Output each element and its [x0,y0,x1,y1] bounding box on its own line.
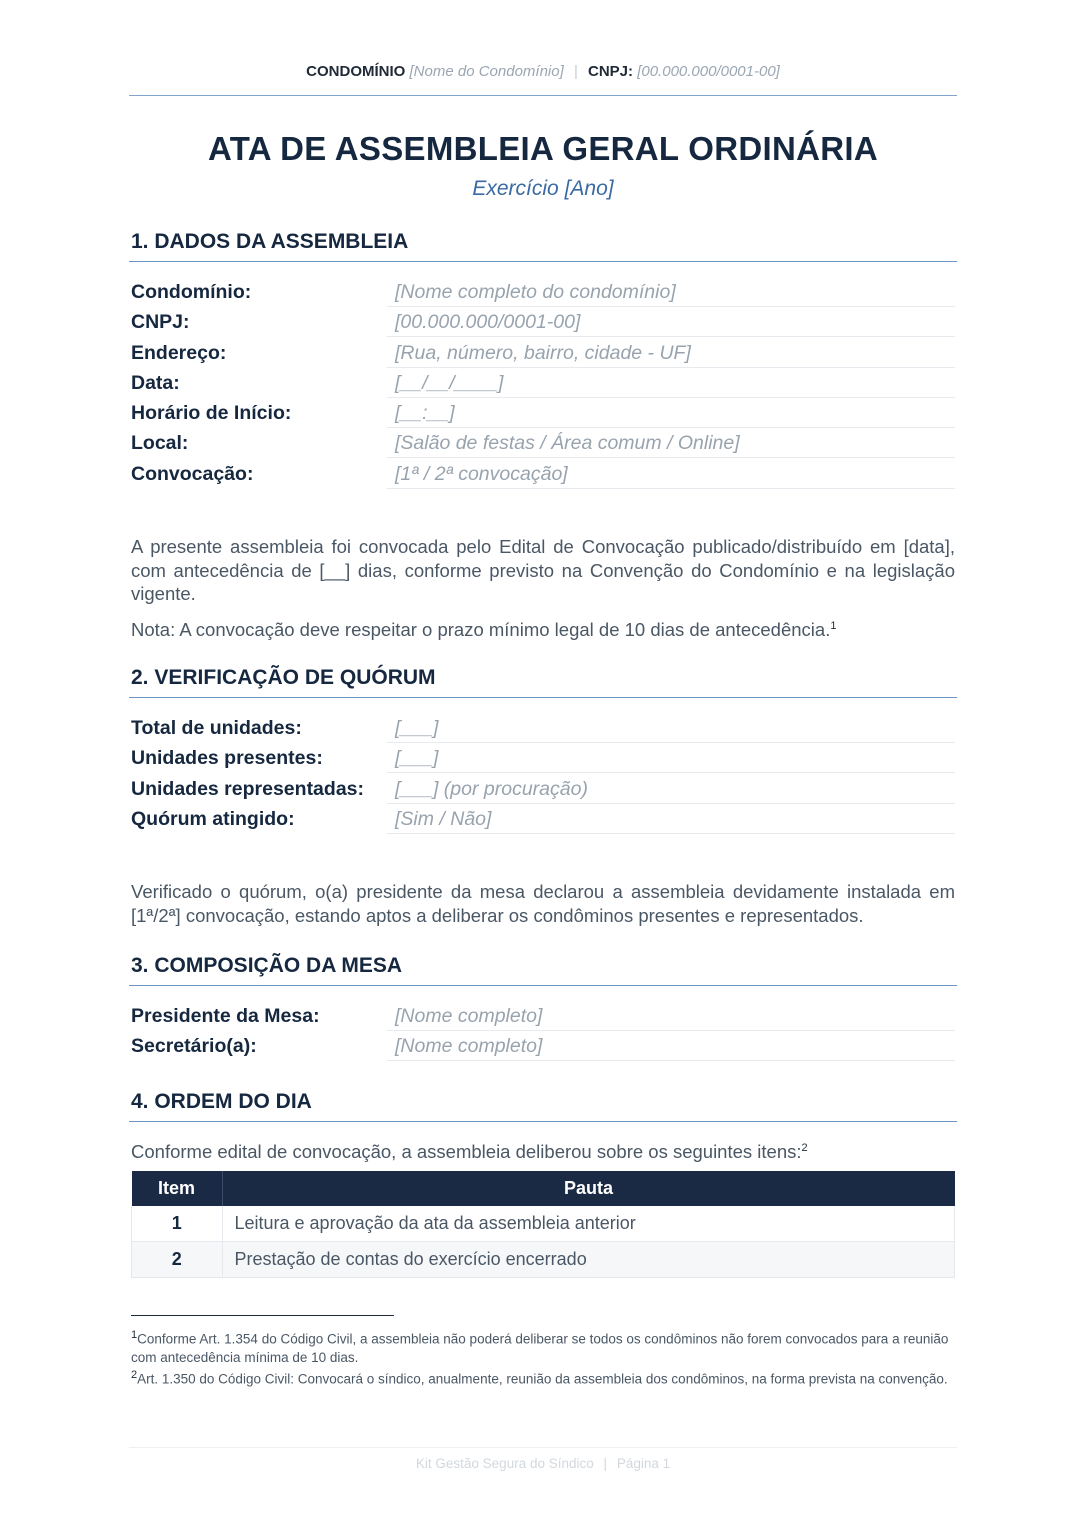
field-value: [Rua, número, bairro, cidade - UF] [387,339,955,368]
field-label: Convocação: [131,462,254,485]
section-4-divider [129,1121,957,1122]
section-1-heading: 1. DADOS DA ASSEMBLEIA [131,230,409,253]
item-pauta: Prestação de contas do exercício encerrado [222,1242,955,1278]
page-footer [129,1456,957,1471]
field-row [131,805,955,835]
field-label: CNPJ: [131,311,190,334]
field-label: Data: [131,371,180,394]
table-row [132,1206,955,1242]
section-3-heading: 3. COMPOSIÇÃO DA MESA [131,954,403,977]
footnote-ref-1[interactable]: 1 [830,620,837,632]
field-label: Local: [131,432,189,455]
footnote-2-text: Art. 1.350 do Código Civil: Convocará o síndico, anualmente, reunião da assembleia dos condôminos, na forma prevista na convenção. [137,1371,948,1387]
field-value: [___] [387,744,955,773]
field-value: [Nome completo] [387,1002,955,1031]
field-row [131,714,955,744]
item-number: 2 [132,1242,223,1278]
item-pauta: Leitura e aprovação da ata da assembleia anterior [222,1206,955,1242]
field-value: [___] [387,714,955,743]
footnote-ref-2[interactable]: 2 [801,1142,808,1154]
field-row [131,429,955,459]
running-header [129,63,957,80]
field-label: Condomínio: [131,281,252,303]
header-separator: | [573,63,578,80]
note-text: Nota: A convocação deve respeitar o prazo mínimo legal de 10 dias de antecedência. [131,619,831,641]
field-row [131,399,955,429]
column-header-item: Item [132,1171,223,1206]
footnote-1-marker: 1 [131,1329,138,1341]
section-2-divider [129,697,957,698]
convocation-paragraph: A presente assembleia foi convocada pelo Edital de Convocação publicado/distribuído em [data], com antecedência de [__] dias, conforme previsto na Convenção do Condomínio e na legislação vigente. [131,536,955,604]
field-label: Secretário(a): [131,1035,257,1058]
field-row [131,369,955,399]
section-3-divider [129,985,957,986]
field-row [131,308,955,338]
footer-page-number: Página 1 [616,1456,671,1471]
document-title: ATA DE ASSEMBLEIA GERAL ORDINÁRIA [208,130,878,167]
field-value: [1ª / 2ª convocação] [387,460,955,489]
field-label: Unidades representadas: [131,777,365,800]
quorum-paragraph: Verificado o quórum, o(a) presidente da mesa declarou a assembleia devidamente instalada em [1ª/2ª] convocação, estando aptos a deliberar os condôminos presentes e representados. [131,881,955,926]
section-2-heading: 2. VERIFICAÇÃO DE QUÓRUM [131,666,436,689]
field-label: Horário de Início: [131,402,292,425]
agenda-table [131,1171,955,1278]
field-row [131,460,955,490]
field-row [131,744,955,774]
header-condominio-placeholder: [Nome do Condomínio] [409,63,564,80]
column-header-pauta: Pauta [222,1171,955,1206]
header-divider [129,95,957,96]
header-condominio-label: CONDOMÍNIO [306,63,406,80]
convocation-note [131,615,955,642]
footer-separator: | [603,1456,608,1471]
agenda-intro-text: Conforme edital de convocação, a assembleia deliberou sobre os seguintes itens: [131,1141,802,1163]
field-row [131,775,955,805]
field-value: [__/__/____] [387,369,955,398]
field-label: Unidades presentes: [131,747,323,770]
field-row [131,1002,955,1032]
footer-divider [129,1447,957,1448]
section-1-fields [131,278,955,490]
footer-kit-name: Kit Gestão Segura do Síndico [415,1456,594,1471]
footnote-divider [131,1315,394,1316]
section-2-fields [131,714,955,835]
field-value: [__:__] [387,399,955,428]
item-number: 1 [132,1206,223,1242]
footnote-1-text: Conforme Art. 1.354 do Código Civil, a assembleia não poderá deliberar se todos os condôminos não forem convocados para a reunião com antecedência mínima de 10 dias. [131,1331,949,1365]
field-value: [Sim / Não] [387,805,955,834]
agenda-table-header [132,1171,955,1206]
field-row [131,1032,955,1062]
agenda-intro [131,1137,955,1164]
section-4-heading: 4. ORDEM DO DIA [131,1090,312,1113]
field-value: [Nome completo] [387,1032,955,1061]
table-row [132,1242,955,1278]
field-row [131,339,955,369]
field-label: Total de unidades: [131,717,302,739]
header-cnpj-label: CNPJ: [588,63,634,80]
section-1-divider [129,261,957,262]
document-subtitle: Exercício [Ano] [472,177,614,200]
field-label: Presidente da Mesa: [131,1005,320,1027]
section-3-fields [131,1002,955,1063]
field-value: [Nome completo do condomínio] [387,278,955,307]
field-row [131,278,955,308]
field-value: [___] (por procuração) [387,775,955,804]
footnote-2 [131,1366,955,1389]
field-value: [00.000.000/0001-00] [387,308,955,337]
header-cnpj-placeholder: [00.000.000/0001-00] [637,63,780,80]
field-label: Quórum atingido: [131,807,295,830]
footnote-1 [131,1326,955,1367]
field-value: [Salão de festas / Área comum / Online] [387,429,955,458]
field-label: Endereço: [131,341,227,364]
footnote-2-marker: 2 [131,1369,138,1381]
